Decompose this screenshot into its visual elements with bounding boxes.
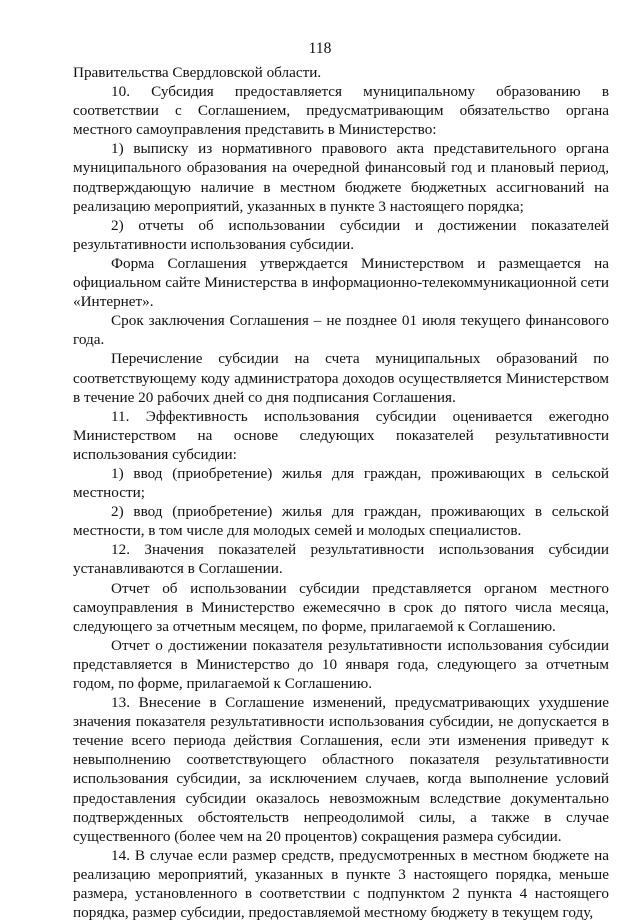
paragraph-subitem-2: 2) отчеты об использовании субсидии и достижении показателей результативности использования субсидии. <box>73 216 609 253</box>
paragraph-indicator-1: 1) ввод (приобретение) жилья для граждан, проживающих в сельской местности; <box>73 464 609 502</box>
paragraph-item-13: 13. Внесение в Соглашение изменений, предусматривающих ухудшение значения показателя результативности использования субсидии, не допускается в течение всего периода действия Соглашения, если эти изменения приведут к невыполнению соответствующего областного показателя результативности использования субсидии, за исключением случаев, когда выполнение условий предоставления субсидии оказалось невозможным вследствие документально подтвержденных обстоятельств непреодолимой силы, а также в случае существенного (более чем на 20 процентов) сокращения размера субсидии. <box>73 694 609 845</box>
paragraph-indicator-2: 2) ввод (приобретение) жилья для граждан, проживающих в сельской местности, в том числе для молодых семей и молодых специалистов. <box>73 503 609 540</box>
paragraph-agreement-form: Форма Соглашения утверждается Министерством и размещается на официальном сайте Министерства в информационно-телекоммуникационной сети «Интернет». <box>73 254 609 311</box>
page-number: 118 <box>308 40 332 57</box>
paragraph-continuation: Правительства Свердловской области. <box>73 64 322 81</box>
paragraph-item-14: 14. В случае если размер средств, предусмотренных в местном бюджете на реализацию мероприятий, указанных в пункте 3 настоящего порядка, меньше размера, установленного в соответствии с подпунктом 2 пункта 4 настоящего порядка, размер субсидии, предоставляемой местному бюджету в текущем году, <box>73 846 609 922</box>
paragraph-achievement-report: Отчет о достижении показателя результативности использования субсидии представляется в Министерство до 10 января года, следующего за отчетным годом, по форме, прилагаемой к Соглашению. <box>73 636 609 692</box>
paragraph-agreement-deadline: Срок заключения Соглашения – не позднее 01 июля текущего финансового года. <box>73 312 609 349</box>
paragraph-usage-report: Отчет об использовании субсидии представляется органом местного самоуправления в Министерство ежемесячно в срок до пятого числа месяца, следующего за отчетным месяцем, по форме, прилагаемой к Соглашению. <box>73 579 609 635</box>
paragraph-item-11: 11. Эффективность использования субсидии оценивается ежегодно Министерством на основе следующих показателей результативности использования субсидии: <box>73 407 609 463</box>
document-body <box>73 63 609 922</box>
paragraph-transfer: Перечисление субсидии на счета муниципальных образований по соответствующему коду администратора доходов осуществляется Министерством в течение 20 рабочих дней со дня подписания Соглашения. <box>73 350 609 406</box>
paragraph-item-10: 10. Субсидия предоставляется муниципальному образованию в соответствии с Соглашением, предусматривающим обязательство органа местного самоуправления представить в Министерство: <box>73 83 609 139</box>
paragraph-subitem-1: 1) выписку из нормативного правового акта представительного органа муниципального образования на очередной финансовый год и плановый период, подтверждающую наличие в местном бюджете бюджетных ассигнований на реализацию мероприятий, указанных в пункте 3 настоящего порядка; <box>73 140 609 215</box>
paragraph-item-12: 12. Значения показателей результативности использования субсидии устанавливаются в Соглашении. <box>73 541 609 578</box>
